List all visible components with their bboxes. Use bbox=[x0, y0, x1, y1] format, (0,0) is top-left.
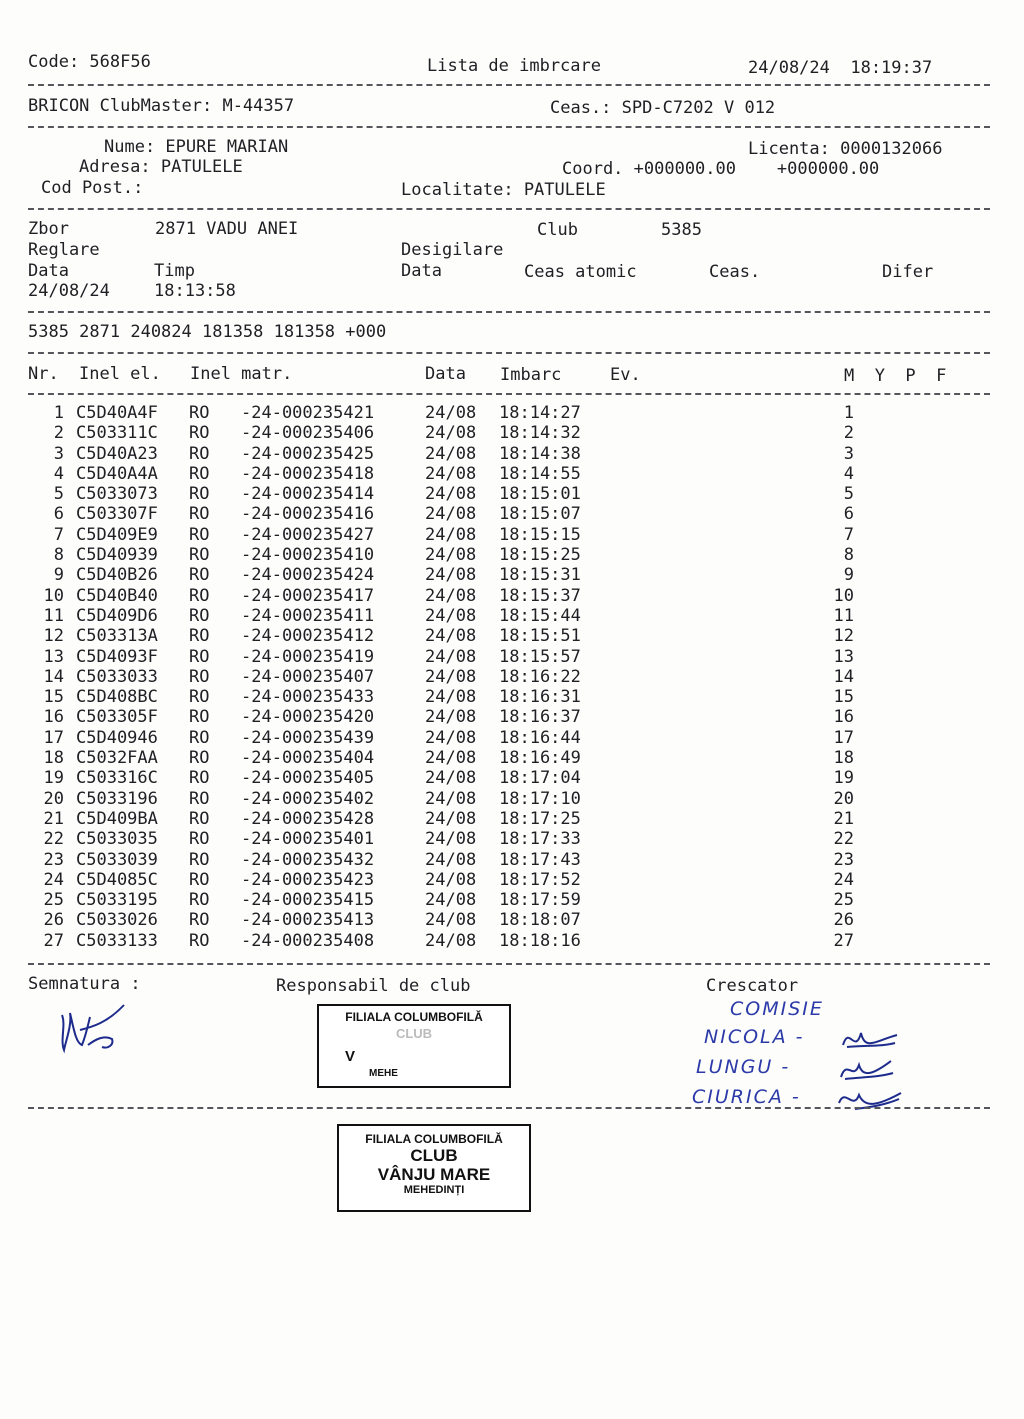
col-nr: Nr. bbox=[28, 364, 59, 384]
row-number: 21 bbox=[43, 808, 64, 829]
boarding-time: 18:16:31 bbox=[499, 687, 581, 708]
boarding-date: 24/08 bbox=[425, 666, 477, 687]
boarding-date: 24/08 bbox=[425, 788, 477, 809]
country-code: RO bbox=[189, 666, 210, 687]
boarding-time: 18:14:55 bbox=[499, 463, 581, 484]
m-column-value: 1 bbox=[843, 403, 854, 423]
boarding-time: 18:17:33 bbox=[499, 829, 581, 850]
ring-number: -24-000235405 bbox=[241, 768, 375, 789]
row-number: 6 bbox=[53, 504, 64, 525]
boarding-date: 24/08 bbox=[425, 687, 477, 708]
col-myp: M Y P F bbox=[844, 366, 947, 386]
table-row bbox=[38, 586, 968, 606]
boarding-time: 18:15:07 bbox=[499, 504, 581, 525]
electronic-ring: C503313A bbox=[76, 626, 158, 647]
row-number: 1 bbox=[53, 403, 64, 423]
table-row bbox=[38, 484, 968, 504]
boarding-date: 24/08 bbox=[425, 727, 477, 748]
boarding-date: 24/08 bbox=[425, 808, 477, 829]
stamp-line: MEHEDINȚI bbox=[403, 1184, 465, 1196]
table-row bbox=[38, 647, 968, 667]
m-column-value: 17 bbox=[833, 727, 854, 748]
boarding-date: 24/08 bbox=[425, 484, 477, 505]
country-code: RO bbox=[189, 910, 210, 931]
ring-number: -24-000235412 bbox=[241, 626, 375, 647]
boarding-time: 18:14:38 bbox=[499, 443, 581, 464]
boarding-date: 24/08 bbox=[425, 443, 477, 464]
electronic-ring: C5D409D6 bbox=[76, 605, 158, 626]
club-responsible-label: Responsabil de club bbox=[276, 976, 471, 996]
boarding-time: 18:15:51 bbox=[499, 626, 581, 647]
handwritten-commission: COMISIE bbox=[730, 998, 824, 1020]
divider bbox=[28, 393, 990, 395]
m-column-value: 25 bbox=[833, 890, 854, 911]
ring-number: -24-000235421 bbox=[241, 403, 375, 423]
locality: Localitate: PATULELE bbox=[401, 180, 606, 200]
boarding-date: 24/08 bbox=[425, 504, 477, 525]
boarding-date: 24/08 bbox=[425, 646, 477, 667]
boarding-date: 24/08 bbox=[425, 423, 477, 444]
table-row bbox=[38, 829, 968, 849]
table-row bbox=[38, 545, 968, 565]
table-row bbox=[38, 850, 968, 870]
signature-label: Semnatura : bbox=[28, 974, 141, 994]
signature-scribble bbox=[52, 995, 142, 1060]
m-column-value: 15 bbox=[833, 687, 854, 708]
boarding-time: 18:17:52 bbox=[499, 869, 581, 890]
coordinates: Coord. +000000.00 +000000.00 bbox=[562, 159, 880, 179]
clock-label: Ceas.: SPD-C7202 V 012 bbox=[550, 98, 776, 118]
electronic-ring: C5033133 bbox=[76, 930, 158, 951]
handwritten-signatures bbox=[835, 1015, 925, 1120]
boarding-date: 24/08 bbox=[425, 768, 477, 789]
table-row bbox=[38, 890, 968, 910]
boarding-time: 18:15:57 bbox=[499, 646, 581, 667]
divider bbox=[28, 352, 990, 354]
m-column-value: 27 bbox=[833, 930, 854, 951]
row-number: 10 bbox=[43, 585, 64, 606]
electronic-ring: C503305F bbox=[76, 707, 158, 728]
boarding-date: 24/08 bbox=[425, 930, 477, 951]
electronic-ring: C5033073 bbox=[76, 484, 158, 505]
electronic-ring: C5D40939 bbox=[76, 545, 158, 566]
row-number: 2 bbox=[53, 423, 64, 444]
m-column-value: 12 bbox=[833, 626, 854, 647]
table-row bbox=[38, 728, 968, 748]
ring-number: -24-000235418 bbox=[241, 463, 375, 484]
stamp-line: FILIALA COLUMBOFILĂ bbox=[345, 1010, 483, 1024]
handwritten-name: LUNGU - bbox=[696, 1056, 791, 1078]
licence-number: Licenta: 0000132066 bbox=[748, 139, 943, 159]
boarding-date: 24/08 bbox=[425, 524, 477, 545]
table-row bbox=[38, 626, 968, 646]
electronic-ring: C5D4093F bbox=[76, 646, 158, 667]
divider bbox=[28, 963, 990, 965]
ring-number: -24-000235406 bbox=[241, 423, 375, 444]
code-label: Code: 568F56 bbox=[28, 52, 151, 72]
stamp-line: MEHE bbox=[369, 1068, 398, 1079]
ring-number: -24-000235410 bbox=[241, 545, 375, 566]
row-number: 19 bbox=[43, 768, 64, 789]
col-inel-el: Inel el. bbox=[79, 364, 161, 384]
reg-date: 24/08/24 bbox=[28, 281, 110, 301]
ring-number: -24-000235408 bbox=[241, 930, 375, 951]
row-number: 13 bbox=[43, 646, 64, 667]
m-column-value: 13 bbox=[833, 646, 854, 667]
electronic-ring: C5D40B40 bbox=[76, 585, 158, 606]
postcode-label: Cod Post.: bbox=[41, 178, 144, 198]
row-number: 5 bbox=[53, 484, 64, 505]
country-code: RO bbox=[189, 748, 210, 769]
club-label: Club bbox=[537, 220, 578, 240]
boarding-date: 24/08 bbox=[425, 748, 477, 769]
m-column-value: 2 bbox=[843, 423, 854, 444]
reglare-label: Reglare bbox=[28, 240, 100, 260]
country-code: RO bbox=[189, 869, 210, 890]
m-column-value: 7 bbox=[843, 524, 854, 545]
ring-number: -24-000235401 bbox=[241, 829, 375, 850]
table-row bbox=[38, 606, 968, 626]
country-code: RO bbox=[189, 463, 210, 484]
ring-number: -24-000235432 bbox=[241, 849, 375, 870]
electronic-ring: C5033195 bbox=[76, 890, 158, 911]
row-number: 15 bbox=[43, 687, 64, 708]
club-stamp-small bbox=[317, 1004, 511, 1088]
boarding-time: 18:14:32 bbox=[499, 423, 581, 444]
boarding-date: 24/08 bbox=[425, 585, 477, 606]
boarding-time: 18:14:27 bbox=[499, 403, 581, 423]
electronic-ring: C5D40A4F bbox=[76, 403, 158, 423]
row-number: 17 bbox=[43, 727, 64, 748]
m-column-value: 23 bbox=[833, 849, 854, 870]
table-row bbox=[38, 768, 968, 788]
country-code: RO bbox=[189, 687, 210, 708]
electronic-ring: C5033039 bbox=[76, 849, 158, 870]
boarding-time: 18:15:25 bbox=[499, 545, 581, 566]
m-column-value: 6 bbox=[843, 504, 854, 525]
reg-date-label: Data bbox=[28, 261, 69, 281]
row-number: 4 bbox=[53, 463, 64, 484]
boarding-time: 18:18:07 bbox=[499, 910, 581, 931]
difference-label: Difer bbox=[882, 262, 934, 282]
m-column-value: 4 bbox=[843, 463, 854, 484]
country-code: RO bbox=[189, 727, 210, 748]
row-number: 24 bbox=[43, 869, 64, 890]
country-code: RO bbox=[189, 403, 210, 423]
electronic-ring: C503307F bbox=[76, 504, 158, 525]
stamp-line: CLUB bbox=[410, 1146, 458, 1165]
boarding-date: 24/08 bbox=[425, 890, 477, 911]
boarding-time: 18:17:59 bbox=[499, 890, 581, 911]
row-number: 7 bbox=[53, 524, 64, 545]
country-code: RO bbox=[189, 545, 210, 566]
table-row bbox=[38, 910, 968, 930]
boarding-date: 24/08 bbox=[425, 707, 477, 728]
boarding-date: 24/08 bbox=[425, 605, 477, 626]
table-row bbox=[38, 565, 968, 585]
table-row bbox=[38, 707, 968, 727]
unseal-date-label: Data bbox=[401, 261, 442, 281]
stamp-line: V bbox=[345, 1048, 356, 1065]
boarding-date: 24/08 bbox=[425, 565, 477, 586]
boarding-time: 18:15:15 bbox=[499, 524, 581, 545]
electronic-ring: C5D40A4A bbox=[76, 463, 158, 484]
ring-number: -24-000235404 bbox=[241, 748, 375, 769]
stamp-line: CLUB bbox=[395, 1026, 433, 1041]
handwritten-name: CIURICA - bbox=[692, 1086, 801, 1108]
boarding-date: 24/08 bbox=[425, 829, 477, 850]
table-row bbox=[38, 931, 968, 951]
country-code: RO bbox=[189, 788, 210, 809]
ring-number: -24-000235425 bbox=[241, 443, 375, 464]
table-row bbox=[38, 423, 968, 443]
boarding-time: 18:17:10 bbox=[499, 788, 581, 809]
atomic-clock-label: Ceas atomic bbox=[524, 262, 637, 282]
electronic-ring: C503316C bbox=[76, 768, 158, 789]
electronic-ring: C503311C bbox=[76, 423, 158, 444]
electronic-ring: C5D40946 bbox=[76, 727, 158, 748]
stamp-line: VÂNJU MARE bbox=[377, 1165, 491, 1184]
club-stamp-large bbox=[337, 1124, 531, 1212]
ring-number: -24-000235420 bbox=[241, 707, 375, 728]
row-number: 9 bbox=[53, 565, 64, 586]
ring-number: -24-000235415 bbox=[241, 890, 375, 911]
row-number: 3 bbox=[53, 443, 64, 464]
ring-number: -24-000235419 bbox=[241, 646, 375, 667]
col-inel-matr: Inel matr. bbox=[190, 364, 293, 384]
boarding-time: 18:16:44 bbox=[499, 727, 581, 748]
divider bbox=[28, 1107, 990, 1109]
ring-number: -24-000235416 bbox=[241, 504, 375, 525]
ring-number: -24-000235414 bbox=[241, 484, 375, 505]
country-code: RO bbox=[189, 626, 210, 647]
col-data: Data bbox=[425, 364, 466, 384]
owner-name: Nume: EPURE MARIAN bbox=[104, 137, 289, 157]
row-number: 22 bbox=[43, 829, 64, 850]
boarding-date: 24/08 bbox=[425, 626, 477, 647]
electronic-ring: C5033196 bbox=[76, 788, 158, 809]
row-number: 12 bbox=[43, 626, 64, 647]
m-column-value: 18 bbox=[833, 748, 854, 769]
table-row bbox=[38, 444, 968, 464]
m-column-value: 5 bbox=[843, 484, 854, 505]
divider bbox=[28, 311, 990, 313]
ring-number: -24-000235423 bbox=[241, 869, 375, 890]
m-column-value: 3 bbox=[843, 443, 854, 464]
print-datetime: 24/08/24 18:19:37 bbox=[748, 58, 933, 78]
document-title: Lista de imbrcare bbox=[427, 56, 601, 76]
ring-number: -24-000235433 bbox=[241, 687, 375, 708]
country-code: RO bbox=[189, 646, 210, 667]
boarding-date: 24/08 bbox=[425, 869, 477, 890]
stamp-line: FILIALA COLUMBOFILĂ bbox=[365, 1132, 503, 1146]
row-number: 8 bbox=[53, 545, 64, 566]
row-number: 25 bbox=[43, 890, 64, 911]
ring-number: -24-000235407 bbox=[241, 666, 375, 687]
country-code: RO bbox=[189, 565, 210, 586]
m-column-value: 14 bbox=[833, 666, 854, 687]
row-number: 11 bbox=[43, 605, 64, 626]
country-code: RO bbox=[189, 585, 210, 606]
m-column-value: 8 bbox=[843, 545, 854, 566]
reg-time: 18:13:58 bbox=[154, 281, 236, 301]
handwritten-name: NICOLA - bbox=[704, 1026, 805, 1048]
col-imbarc: Imbarc bbox=[500, 365, 562, 385]
divider bbox=[28, 208, 990, 210]
electronic-ring: C5033033 bbox=[76, 666, 158, 687]
table-row bbox=[38, 809, 968, 829]
electronic-ring: C5D408BC bbox=[76, 687, 158, 708]
boarding-date: 24/08 bbox=[425, 849, 477, 870]
boarding-list bbox=[38, 403, 968, 951]
boarding-time: 18:16:37 bbox=[499, 707, 581, 728]
country-code: RO bbox=[189, 849, 210, 870]
row-number: 14 bbox=[43, 666, 64, 687]
country-code: RO bbox=[189, 423, 210, 444]
breeder-label: Crescator bbox=[706, 976, 799, 996]
boarding-date: 24/08 bbox=[425, 463, 477, 484]
table-row bbox=[38, 870, 968, 890]
reg-time-label: Timp bbox=[154, 261, 195, 281]
table-row bbox=[38, 403, 968, 423]
electronic-ring: C5032FAA bbox=[76, 748, 158, 769]
divider bbox=[28, 126, 990, 128]
clock-col-label: Ceas. bbox=[709, 262, 761, 282]
country-code: RO bbox=[189, 524, 210, 545]
boarding-time: 18:17:04 bbox=[499, 768, 581, 789]
divider bbox=[28, 84, 990, 86]
boarding-time: 18:16:49 bbox=[499, 748, 581, 769]
owner-address: Adresa: PATULELE bbox=[79, 157, 243, 177]
electronic-ring: C5D4085C bbox=[76, 869, 158, 890]
ring-number: -24-000235402 bbox=[241, 788, 375, 809]
country-code: RO bbox=[189, 605, 210, 626]
boarding-time: 18:16:22 bbox=[499, 666, 581, 687]
electronic-ring: C5D40B26 bbox=[76, 565, 158, 586]
country-code: RO bbox=[189, 484, 210, 505]
row-number: 26 bbox=[43, 910, 64, 931]
boarding-time: 18:17:25 bbox=[499, 808, 581, 829]
ring-number: -24-000235428 bbox=[241, 808, 375, 829]
device-label: BRICON ClubMaster: M-44357 bbox=[28, 96, 295, 116]
table-row bbox=[38, 789, 968, 809]
m-column-value: 26 bbox=[833, 910, 854, 931]
m-column-value: 22 bbox=[833, 829, 854, 850]
flight-label: Zbor bbox=[28, 219, 69, 239]
m-column-value: 10 bbox=[833, 585, 854, 606]
col-ev: Ev. bbox=[610, 365, 641, 385]
table-row bbox=[38, 687, 968, 707]
row-number: 16 bbox=[43, 707, 64, 728]
country-code: RO bbox=[189, 808, 210, 829]
m-column-value: 19 bbox=[833, 768, 854, 789]
boarding-time: 18:15:31 bbox=[499, 565, 581, 586]
summary-line: 5385 2871 240824 181358 181358 +000 bbox=[28, 322, 387, 342]
electronic-ring: C5033035 bbox=[76, 829, 158, 850]
country-code: RO bbox=[189, 768, 210, 789]
row-number: 23 bbox=[43, 849, 64, 870]
m-column-value: 24 bbox=[833, 869, 854, 890]
row-number: 18 bbox=[43, 748, 64, 769]
boarding-date: 24/08 bbox=[425, 910, 477, 931]
m-column-value: 20 bbox=[833, 788, 854, 809]
country-code: RO bbox=[189, 829, 210, 850]
boarding-time: 18:15:44 bbox=[499, 605, 581, 626]
electronic-ring: C5D40A23 bbox=[76, 443, 158, 464]
row-number: 27 bbox=[43, 930, 64, 951]
boarding-time: 18:15:37 bbox=[499, 585, 581, 606]
m-column-value: 9 bbox=[843, 565, 854, 586]
ring-number: -24-000235411 bbox=[241, 605, 375, 626]
country-code: RO bbox=[189, 930, 210, 951]
ring-number: -24-000235413 bbox=[241, 910, 375, 931]
boarding-date: 24/08 bbox=[425, 545, 477, 566]
country-code: RO bbox=[189, 504, 210, 525]
desigilare-label: Desigilare bbox=[401, 240, 504, 260]
boarding-time: 18:17:43 bbox=[499, 849, 581, 870]
table-row bbox=[38, 464, 968, 484]
m-column-value: 21 bbox=[833, 808, 854, 829]
table-row bbox=[38, 525, 968, 545]
table-row bbox=[38, 667, 968, 687]
boarding-date: 24/08 bbox=[425, 403, 477, 423]
ring-number: -24-000235424 bbox=[241, 565, 375, 586]
country-code: RO bbox=[189, 890, 210, 911]
club-value: 5385 bbox=[661, 220, 702, 240]
flight-value: 2871 VADU ANEI bbox=[155, 219, 299, 239]
table-row bbox=[38, 504, 968, 524]
electronic-ring: C5033026 bbox=[76, 910, 158, 931]
table-row bbox=[38, 748, 968, 768]
electronic-ring: C5D409E9 bbox=[76, 524, 158, 545]
ring-number: -24-000235439 bbox=[241, 727, 375, 748]
boarding-time: 18:18:16 bbox=[499, 930, 581, 951]
country-code: RO bbox=[189, 707, 210, 728]
row-number: 20 bbox=[43, 788, 64, 809]
electronic-ring: C5D409BA bbox=[76, 808, 158, 829]
ring-number: -24-000235427 bbox=[241, 524, 375, 545]
m-column-value: 16 bbox=[833, 707, 854, 728]
boarding-time: 18:15:01 bbox=[499, 484, 581, 505]
m-column-value: 11 bbox=[833, 605, 854, 626]
ring-number: -24-000235417 bbox=[241, 585, 375, 606]
country-code: RO bbox=[189, 443, 210, 464]
